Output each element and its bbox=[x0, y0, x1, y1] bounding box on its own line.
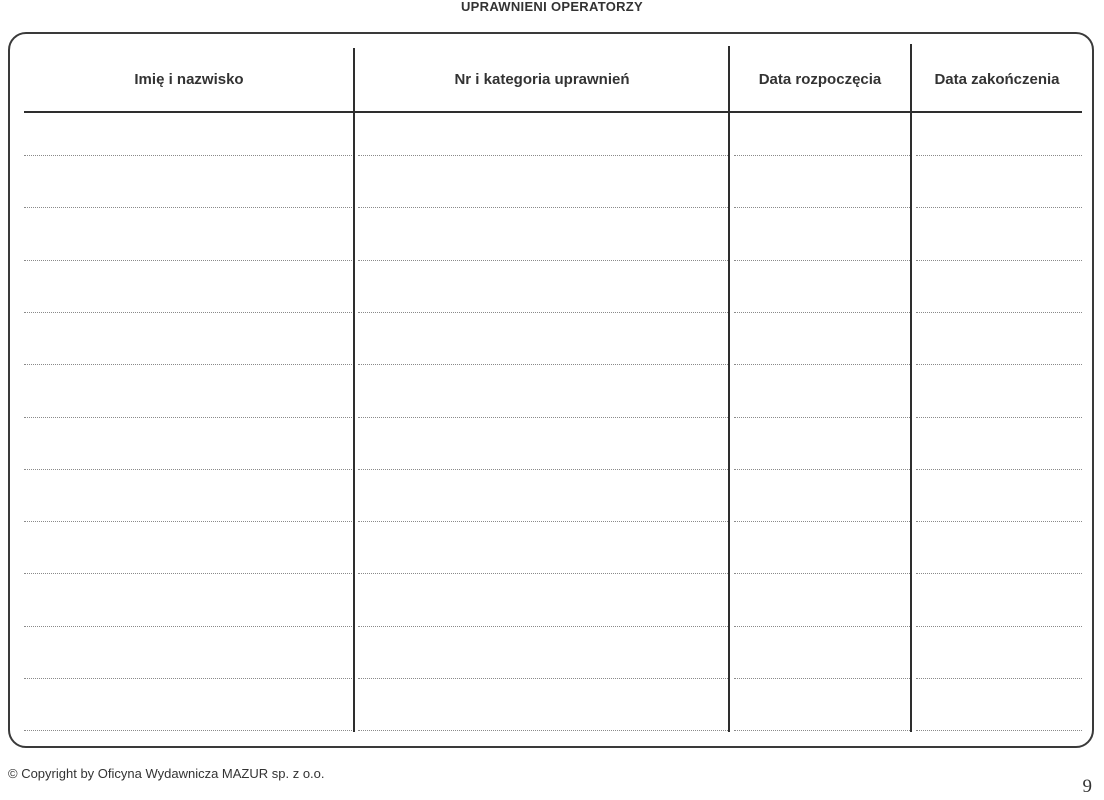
table-row bbox=[24, 313, 1082, 365]
column-header-name: Imię i nazwisko bbox=[134, 70, 244, 88]
table-row bbox=[24, 104, 1082, 156]
table-row bbox=[24, 366, 1082, 418]
page-title: UPRAWNIENI OPERATORZY bbox=[460, 0, 644, 14]
table-row bbox=[24, 679, 1082, 731]
cell-name bbox=[24, 730, 352, 731]
table-row bbox=[24, 261, 1082, 313]
column-header-license: Nr i kategoria uprawnień bbox=[454, 70, 630, 88]
cell-start-date bbox=[734, 730, 910, 731]
table-row bbox=[24, 156, 1082, 208]
table-row bbox=[24, 522, 1082, 574]
page-number: 9 bbox=[1082, 776, 1092, 797]
table-row bbox=[24, 627, 1082, 679]
column-header-end-date: Data zakończenia bbox=[934, 70, 1060, 88]
cell-license bbox=[358, 730, 728, 731]
column-header-start-date: Data rozpoczęcia bbox=[758, 70, 882, 88]
table-row bbox=[24, 209, 1082, 261]
copyright-notice: © Copyright by Oficyna Wydawnicza MAZUR sp. z o.o. bbox=[8, 766, 325, 781]
cell-end-date bbox=[916, 730, 1082, 731]
table-row bbox=[24, 418, 1082, 470]
table-row bbox=[24, 470, 1082, 522]
table-row bbox=[24, 575, 1082, 627]
